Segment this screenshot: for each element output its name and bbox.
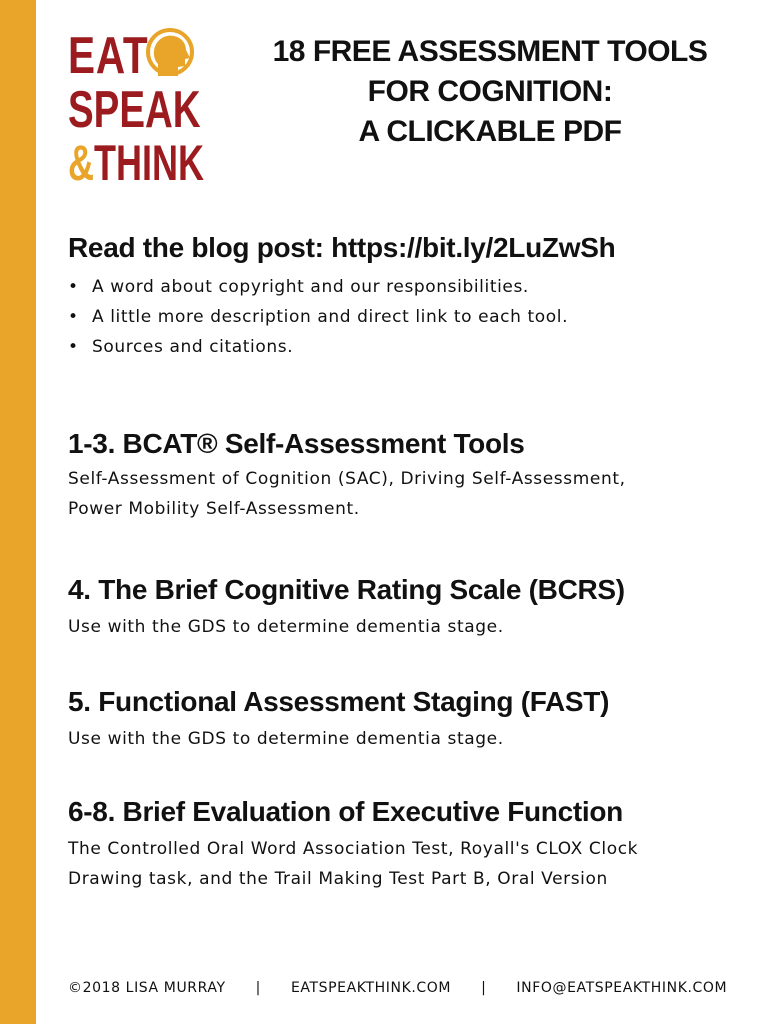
logo-think-word: THINK [93,135,204,191]
title-line-3: A CLICKABLE PDF [358,115,622,148]
footer-website-link[interactable]: EATSPEAKTHINK.COM [290,980,452,996]
eat-speak-think-logo [68,27,208,191]
footer-email-link[interactable]: INFO@EATSPEAKTHINK.COM [516,980,728,996]
section-line: Power Mobility Self-Assessment. [68,499,360,519]
blog-post-link[interactable]: Read the blog post: https://bit.ly/2LuZwSh [68,232,616,263]
section-line: Use with the GDS to determine dementia stage. [68,729,504,749]
section-heading-bcat[interactable]: 1-3. BCAT® Self-Assessment Tools [68,428,525,459]
head-silhouette-icon [142,26,198,82]
section-heading-bcrs[interactable]: 4. The Brief Cognitive Rating Scale (BCRS) [68,574,625,605]
section-heading-executive-function[interactable]: 6-8. Brief Evaluation of Executive Function [68,796,623,827]
page-footer [68,976,748,1000]
section-body-bcat [68,464,748,524]
section-body-fast [68,724,748,754]
bullet-text: A little more description and direct link to each tool. [92,307,569,327]
logo-think-text [68,135,204,191]
list-item [68,332,568,362]
section-line: Drawing task, and the Trail Making Test Part B, Oral Version [68,869,608,889]
bullet-icon: • [68,307,79,327]
title-line-1: 18 FREE ASSESSMENT TOOLS [272,35,708,68]
bullet-icon: • [68,337,79,357]
section-body-executive-function [68,834,748,894]
footer-copyright: ©2018 LISA MURRAY [68,980,226,996]
bullet-text: A word about copyright and our responsibilities. [92,277,529,297]
section-line: Self-Assessment of Cognition (SAC), Driving Self-Assessment, [68,469,626,489]
bullet-icon: • [68,277,79,297]
section-body-bcrs [68,612,748,642]
page-title [240,32,740,152]
section-heading-fast[interactable]: 5. Functional Assessment Staging (FAST) [68,686,610,717]
section-line: Use with the GDS to determine dementia stage. [68,617,504,637]
footer-separator: | [255,980,261,996]
logo-eat-text: EAT [68,27,149,85]
logo-speak-text: SPEAK [68,81,201,139]
logo-ampersand: & [68,135,94,191]
section-line: The Controlled Oral Word Association Test, Royall's CLOX Clock [68,839,639,859]
list-item [68,302,568,332]
bullet-text: Sources and citations. [92,337,294,357]
footer-separator: | [481,980,487,996]
list-item [68,272,568,302]
blog-bullet-list [68,272,568,362]
title-line-2: FOR COGNITION: [367,75,613,108]
side-accent-bar [0,0,36,1024]
